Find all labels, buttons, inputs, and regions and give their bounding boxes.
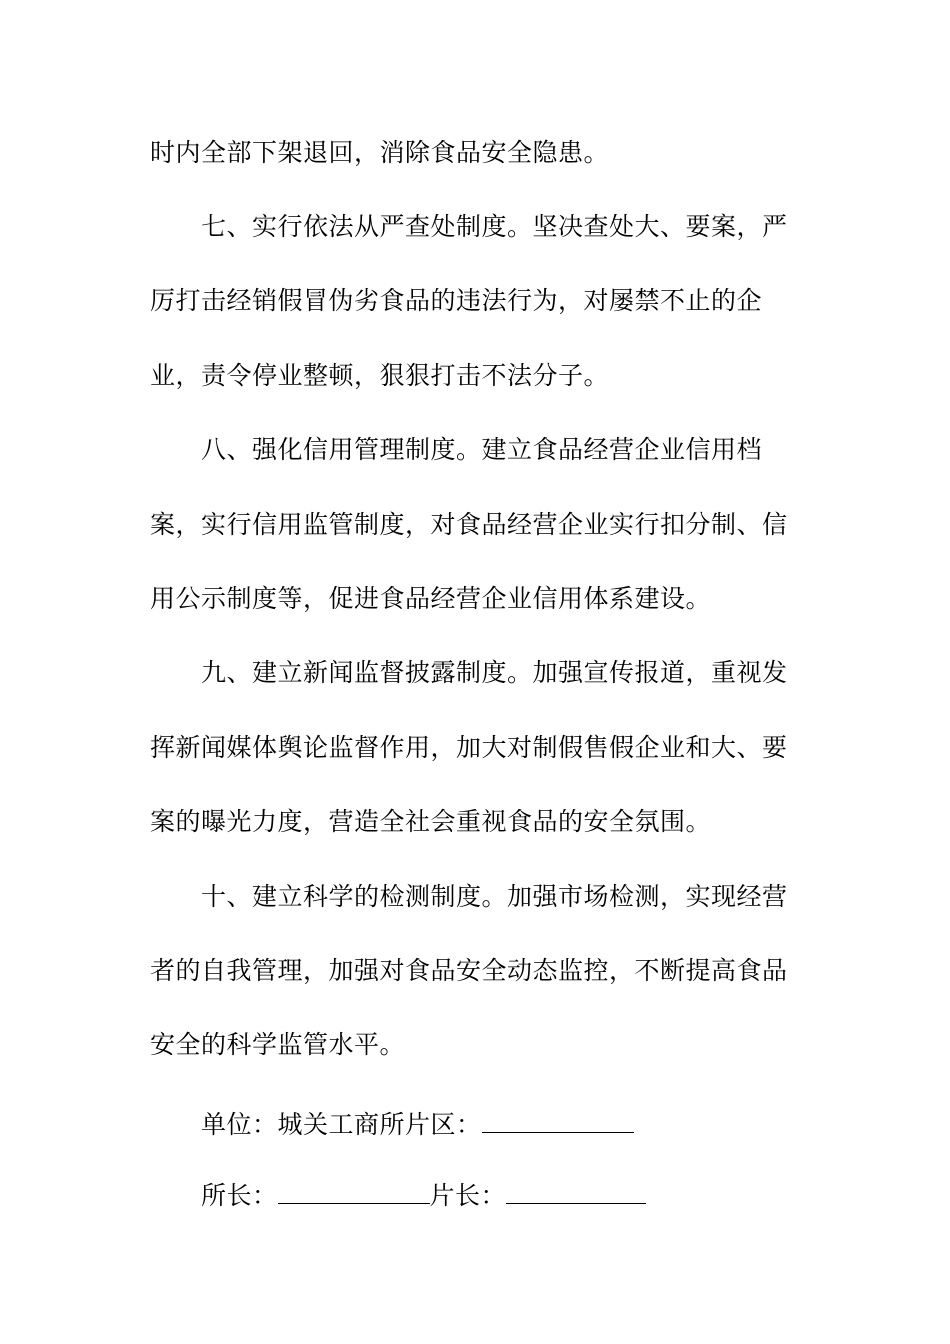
director-label: 所长：: [201, 1181, 278, 1210]
paragraph-7-line-2: 厉打击经销假冒伪劣食品的违法行为，对屡禁不止的企: [150, 286, 763, 315]
leader-blank-field[interactable]: [506, 1183, 646, 1204]
unit-blank-field[interactable]: [482, 1112, 634, 1133]
paragraph-7-line-3: 业，责令停业整顿，狠狠打击不法分子。: [150, 361, 610, 390]
unit-signature-line: [201, 1109, 851, 1141]
paragraph-10-line-1: 十、建立科学的检测制度。加强市场检测，实现经营: [201, 882, 788, 911]
paragraph-9-line-2: 挥新闻媒体舆论监督作用，加大对制假售假企业和大、要: [150, 733, 788, 762]
director-signature-line: [201, 1180, 851, 1212]
paragraph-9-line-3: 案的曝光力度，营造全社会重视食品的安全氛围。: [150, 807, 712, 836]
director-blank-field[interactable]: [278, 1183, 430, 1204]
paragraph-8-line-1: 八、强化信用管理制度。建立食品经营企业信用档: [201, 435, 763, 464]
text-line-1: 时内全部下架退回，消除食品安全隐患。: [150, 138, 610, 167]
paragraph-8-line-3: 用公示制度等，促进食品经营企业信用体系建设。: [150, 584, 712, 613]
paragraph-9-line-1: 九、建立新闻监督披露制度。加强宣传报道，重视发: [201, 658, 788, 687]
paragraph-8-line-2: 案，实行信用监管制度，对食品经营企业实行扣分制、信: [150, 510, 788, 539]
paragraph-10-line-2: 者的自我管理，加强对食品安全动态监控，不断提高食品: [150, 956, 788, 985]
paragraph-7-line-1: 七、实行依法从严查处制度。坚决查处大、要案，严: [201, 212, 788, 241]
unit-label: 单位：城关工商所片区：: [201, 1110, 482, 1139]
leader-label: 片长：: [429, 1181, 507, 1210]
paragraph-10-line-3: 安全的科学监管水平。: [150, 1030, 406, 1059]
